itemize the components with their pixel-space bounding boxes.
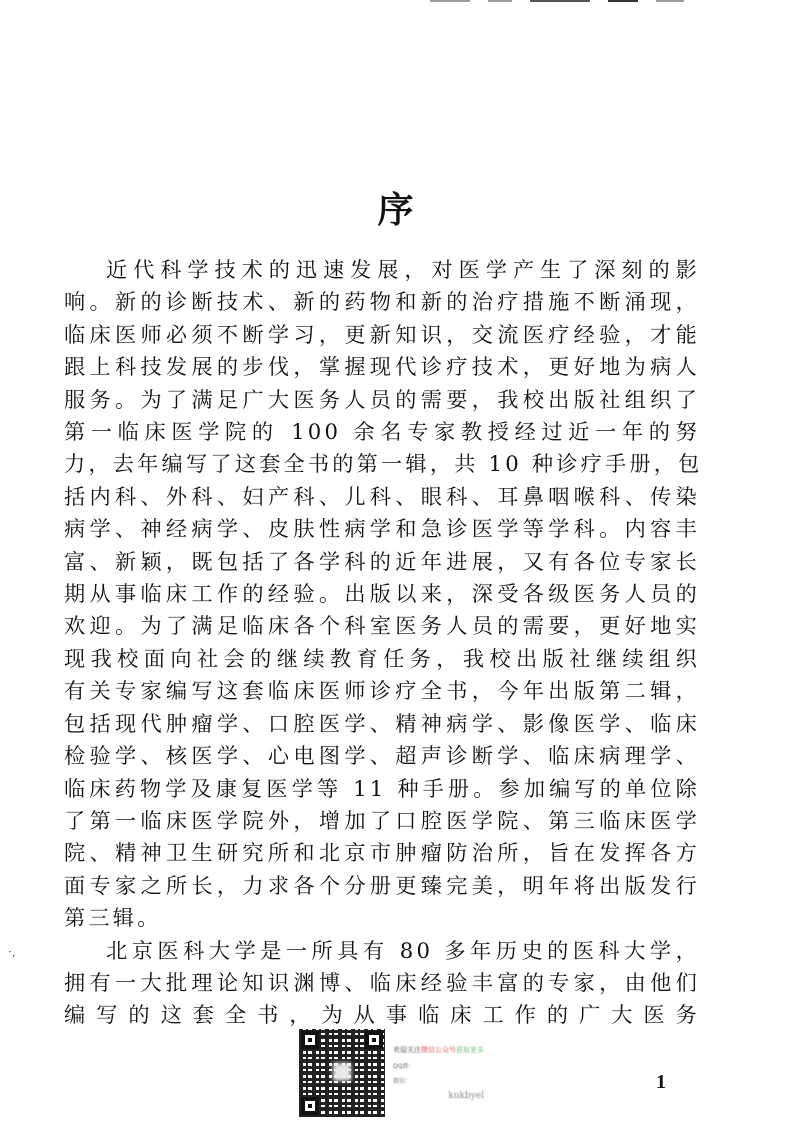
paragraph-line: 检验学、核医学、心电图学、超声诊断学、临床病理学、: [64, 743, 700, 769]
paragraph-line: 力，去年编写了这套全书的第一辑，共 10 种诊疗手册，包: [64, 451, 703, 477]
paragraph-line: 有关专家编写这套临床医师诊疗全书，今年出版第二辑，: [64, 678, 700, 704]
paragraph-line: 欢迎。为了满足临床各个科室医务人员的需要，更好地实: [64, 613, 700, 639]
paragraph-line: 现我校面向社会的继续教育任务，我校出版社继续组织: [64, 645, 700, 671]
paragraph-line: 第一临床医学院的 100 余名专家教授经过近一年的努: [64, 419, 700, 445]
paragraph-line: 面专家之所长，力求各个分册更臻完美，明年将出版发行: [64, 872, 700, 898]
qr-finder-pattern: [365, 1031, 383, 1049]
paragraph-line: 跟上科技发展的步伐，掌握现代诊疗技术，更好地为病人: [64, 354, 700, 380]
paragraph-line: 近代科学技术的迅速发展，对医学产生了深刻的影: [106, 257, 700, 282]
paragraph-line: 响。新的诊断技术、新的药物和新的治疗措施不断涌现，: [64, 289, 700, 315]
paragraph-line: 富、新颖，既包括了各学科的近年进展，又有各位专家长: [64, 548, 700, 574]
page-number: 1: [656, 1071, 666, 1093]
margin-scan-mark: ·,: [8, 945, 16, 959]
paragraph-line: 拥有一大批理论知识渊博、临床经验丰富的专家，由他们: [64, 969, 700, 995]
preface-body: [64, 254, 703, 1032]
qr-finder-pattern: [301, 1097, 319, 1115]
watermark-headline-suffix: 获取更多: [456, 1046, 484, 1054]
paragraph-line: 编写的这套全书，为从事临床工作的广大医务: [64, 1002, 700, 1028]
qr-watermark[interactable]: [297, 1027, 509, 1119]
watermark-headline: [393, 1045, 484, 1055]
paragraph-line: 北京医科大学是一所具有 80 多年历史的医科大学，: [106, 937, 700, 963]
paragraph-line: 期从事临床工作的经验。出版以来，深受各级医务人员的: [64, 581, 700, 607]
paragraph-line: 服务。为了满足广大医务人员的需要，我校出版社组织了: [64, 386, 700, 412]
watermark-text: [393, 1045, 484, 1101]
watermark-line-1: QQ群：: [393, 1063, 415, 1070]
paragraph-line: 第三辑。: [64, 905, 162, 931]
qr-center-logo: [333, 1063, 351, 1081]
paragraph-line: 括内科、外科、妇产科、儿科、眼科、耳鼻咽喉科、传染: [64, 483, 700, 509]
watermark-headline-prefix: 欢迎关注: [393, 1046, 421, 1054]
paragraph-line: 包括现代肿瘤学、口腔医学、精神病学、影像医学、临床: [64, 710, 700, 736]
paragraph-line: 病学、神经病学、皮肤性病学和急诊医学等学科。内容丰: [64, 516, 700, 542]
page-title: 序: [377, 189, 416, 232]
paragraph-line: 院、精神卫生研究所和北京市肿瘤防治所，旨在发挥各方: [64, 840, 700, 866]
paragraph-line: 了第一临床医学院外，增加了口腔医学院、第三临床医学: [64, 807, 700, 833]
watermark-line-2: 微信：: [393, 1078, 412, 1085]
qr-finder-pattern: [301, 1031, 319, 1049]
watermark-handle: kukbyel: [448, 1091, 484, 1101]
paragraph-line: 临床药物学及康复医学等 11 种手册。参加编写的单位除: [64, 775, 700, 801]
watermark-headline-highlight: 微信公众号: [421, 1046, 456, 1054]
paragraph-line: 临床医师必须不断学习，更新知识，交流医疗经验，才能: [64, 321, 700, 347]
scan-header-artifact: [430, 0, 730, 3]
qr-code-icon[interactable]: [299, 1029, 385, 1117]
